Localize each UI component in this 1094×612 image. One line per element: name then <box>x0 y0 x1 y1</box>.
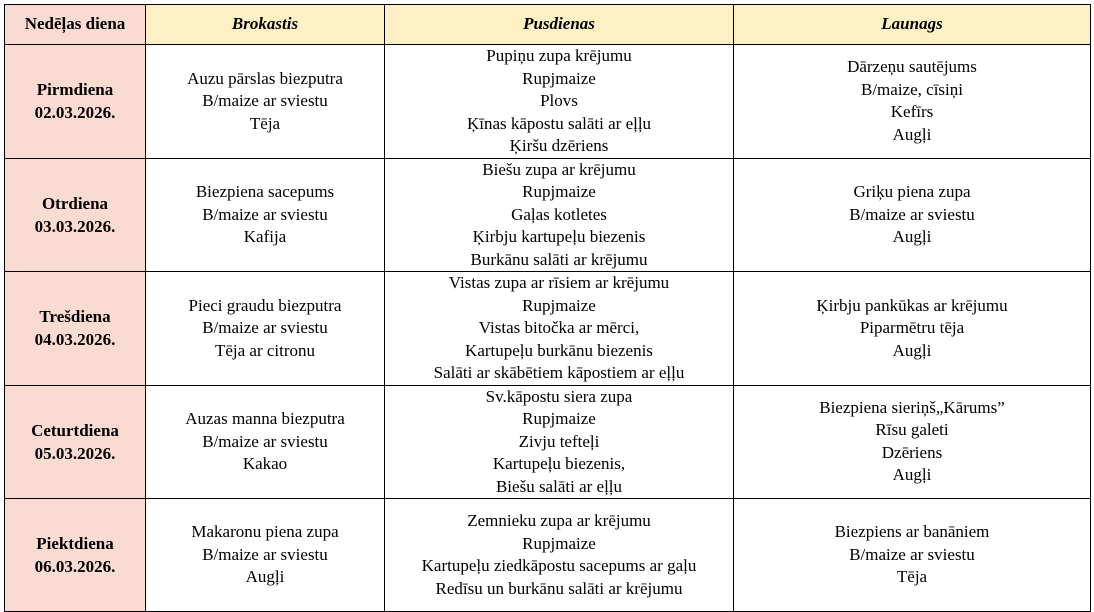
lunch-cell <box>385 272 734 386</box>
breakfast-item: B/maize ar sviestu <box>202 204 328 224</box>
snack-item: Kefīrs <box>890 102 934 122</box>
day-cell <box>5 45 146 159</box>
day-cell <box>5 385 146 499</box>
breakfast-item: B/maize ar sviestu <box>202 318 328 337</box>
day-cell <box>5 158 146 272</box>
lunch-item: Redīsu un burkānu salāti ar krējumu <box>435 578 683 598</box>
lunch-item: Rupjmaize <box>522 409 596 428</box>
day-name: Ceturtdiena <box>31 420 119 440</box>
breakfast-item: Tēja <box>249 113 281 133</box>
header-lunch: Pusdienas <box>385 5 734 45</box>
day-date: 02.03.2026. <box>34 103 116 123</box>
lunch-cell <box>385 158 734 272</box>
lunch-item: Kartupeļu ziedkāpostu sacepums ar gaļu <box>421 556 697 575</box>
snack-cell <box>734 45 1091 159</box>
header-row <box>5 5 1091 45</box>
snack-item: Tēja <box>896 567 928 587</box>
lunch-item: Kartupeļu biezenis, <box>492 454 626 473</box>
weekly-menu-table <box>4 4 1091 612</box>
lunch-item: Rupjmaize <box>522 533 596 553</box>
day-name: Pirmdiena <box>36 80 114 100</box>
lunch-cell <box>385 45 734 159</box>
day-name: Piektdiena <box>36 534 114 553</box>
day-date: 04.03.2026. <box>34 330 116 350</box>
lunch-item: Gaļas kotletes <box>511 204 607 224</box>
lunch-cell <box>385 385 734 499</box>
lunch-item: Ķīnas kāpostu salāti ar eļļu <box>466 113 652 133</box>
header-day: Nedēļas diena <box>5 5 146 45</box>
breakfast-item: Kakao <box>242 454 288 473</box>
lunch-item: Rupjmaize <box>522 295 596 315</box>
day-date: 05.03.2026. <box>34 443 116 463</box>
snack-item: Dārzeņu sautējums <box>847 57 977 77</box>
lunch-item: Salāti ar skābētiem kāpostiem ar eļļu <box>433 363 685 382</box>
snack-cell <box>734 272 1091 386</box>
snack-item: Augļi <box>892 124 932 144</box>
breakfast-item: Tēja ar citronu <box>214 340 316 360</box>
header-snack: Launags <box>734 5 1091 45</box>
snack-item: Griķu piena zupa <box>853 182 971 201</box>
breakfast-cell <box>146 45 385 159</box>
breakfast-cell <box>146 499 385 612</box>
lunch-item: Biešu zupa ar krējumu <box>482 159 636 179</box>
breakfast-item: Augļi <box>245 567 285 587</box>
table-row <box>5 272 1091 386</box>
snack-item: Biezpiena sieriņš„Kārums” <box>819 397 1005 417</box>
lunch-item: Burkānu salāti ar krējumu <box>470 249 648 269</box>
menu-body <box>5 45 1091 612</box>
lunch-item: Plovs <box>540 91 578 110</box>
breakfast-item: Biezpiena sacepums <box>195 182 335 201</box>
snack-item: Ķirbju pankūkas ar krējumu <box>816 295 1008 315</box>
lunch-item: Rupjmaize <box>522 182 596 201</box>
day-name: Trešdiena <box>39 307 111 327</box>
lunch-item: Vistas zupa ar rīsiem ar krējumu <box>448 273 670 292</box>
day-cell <box>5 272 146 386</box>
breakfast-item: B/maize ar sviestu <box>202 431 328 451</box>
day-date: 03.03.2026. <box>34 216 116 236</box>
table-row <box>5 158 1091 272</box>
breakfast-item: Auzas manna biezputra <box>185 409 345 428</box>
lunch-item: Biešu salāti ar eļļu <box>495 476 623 496</box>
snack-item: B/maize, cīsiņi <box>861 79 963 99</box>
table-row <box>5 385 1091 499</box>
snack-cell <box>734 499 1091 612</box>
snack-item: Dzēriens <box>881 442 943 462</box>
lunch-item: Zemnieku zupa ar krējumu <box>467 511 651 530</box>
breakfast-item: Kafija <box>243 227 287 246</box>
snack-item: Augļi <box>892 465 932 485</box>
lunch-item: Sv.kāpostu siera zupa <box>485 386 633 406</box>
lunch-item: Zivju tefteļi <box>518 431 600 451</box>
day-cell <box>5 499 146 612</box>
breakfast-item: Makaronu piena zupa <box>191 522 339 542</box>
day-name: Otrdiena <box>41 193 109 213</box>
breakfast-item: B/maize ar sviestu <box>202 544 328 564</box>
table-row <box>5 499 1091 612</box>
lunch-item: Vistas bitočka ar mērci, <box>478 318 640 337</box>
snack-cell <box>734 158 1091 272</box>
lunch-item: Ķiršu dzēriens <box>509 136 609 155</box>
table-row <box>5 45 1091 159</box>
snack-item: Biezpiens ar banāniem <box>834 522 990 542</box>
snack-cell <box>734 385 1091 499</box>
day-date: 06.03.2026. <box>34 557 116 576</box>
breakfast-cell <box>146 158 385 272</box>
breakfast-item: Auzu pārslas biezputra <box>187 68 343 88</box>
lunch-cell <box>385 499 734 612</box>
breakfast-cell <box>146 272 385 386</box>
snack-item: Rīsu galeti <box>875 420 949 440</box>
snack-item: Augļi <box>892 227 932 246</box>
lunch-item: Ķirbju kartupeļu biezenis <box>472 227 646 246</box>
snack-item: B/maize ar sviestu <box>849 204 975 224</box>
snack-item: B/maize ar sviestu <box>849 544 975 564</box>
lunch-item: Kartupeļu burkānu biezenis <box>465 340 653 360</box>
breakfast-cell <box>146 385 385 499</box>
lunch-item: Pupiņu zupa krējumu <box>486 46 632 65</box>
header-breakfast: Brokastis <box>146 5 385 45</box>
snack-item: Augļi <box>892 340 932 360</box>
breakfast-item: Pieci graudu biezputra <box>188 295 342 315</box>
lunch-item: Rupjmaize <box>522 68 596 88</box>
breakfast-item: B/maize ar sviestu <box>202 91 328 110</box>
snack-item: Piparmētru tēja <box>859 318 965 337</box>
